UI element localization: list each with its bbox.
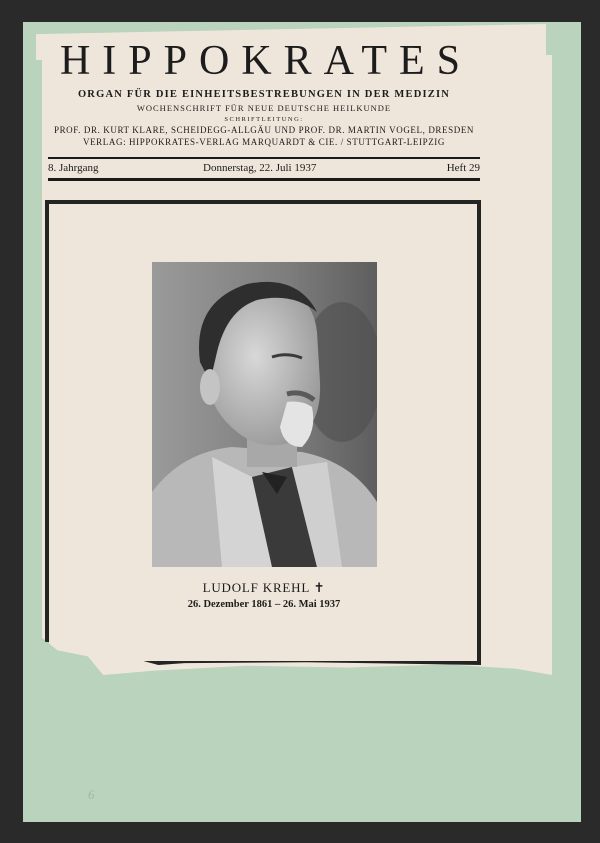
- cross-icon: ✝: [313, 580, 326, 595]
- masthead: [48, 40, 480, 147]
- issue-number: Heft 29: [446, 162, 480, 174]
- masthead-rule-top: [48, 157, 480, 159]
- publication-title: HIPPOKRATES: [59, 40, 473, 82]
- publisher-line: VERLAG: HIPPOKRATES-VERLAG MARQUARDT & CIE. / STUTTGART-LEIPZIG: [82, 137, 445, 147]
- issue-info-bar: [48, 162, 480, 176]
- portrait-photo: [152, 262, 377, 567]
- publication-subtitle: ORGAN FÜR DIE EINHEITSBESTREBUNGEN IN DER MEDIZIN: [77, 89, 451, 100]
- deceased-name: LUDOLF KREHL: [202, 580, 310, 595]
- obituary-caption: [48, 580, 480, 610]
- publication-weekly-line: WOCHENSCHRIFT FÜR NEUE DEUTSCHE HEILKUNDE: [136, 103, 392, 113]
- life-dates: 26. Dezember 1861 – 26. Mai 1937: [187, 599, 341, 610]
- editors-line: PROF. DR. KURT KLARE, SCHEIDEGG-ALLGÄU UND PROF. DR. MARTIN VOGEL, DRESDEN: [53, 125, 475, 135]
- issue-volume: 8. Jahrgang: [48, 162, 99, 174]
- issue-date: Donnerstag, 22. Juli 1937: [203, 162, 317, 174]
- masthead-rule-bottom: [48, 178, 480, 181]
- editorship-label: SCHRIFTLEITUNG:: [224, 116, 304, 123]
- pencil-note: 6: [88, 787, 95, 802]
- deceased-name-line: [48, 580, 480, 596]
- portrait-image: [152, 262, 377, 567]
